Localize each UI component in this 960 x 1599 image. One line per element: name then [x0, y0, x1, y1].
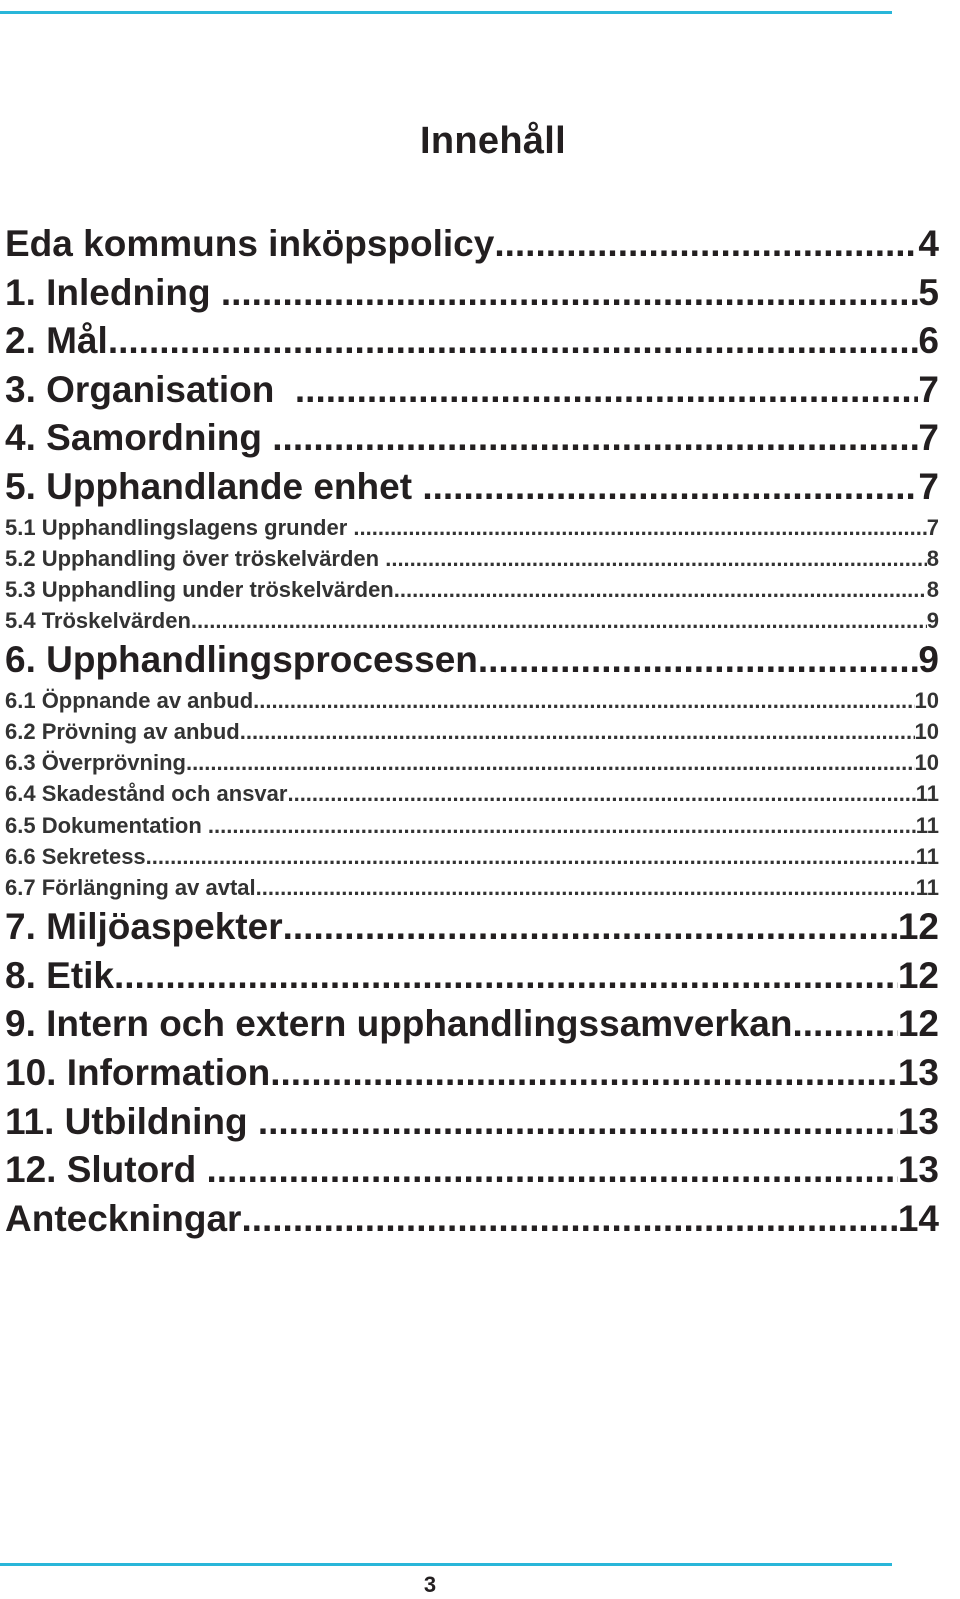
- toc-entry-title: 12. Slutord: [5, 1149, 207, 1191]
- toc-entry-page: 7: [918, 465, 939, 507]
- toc-dot-leader: [422, 463, 918, 512]
- toc-entry[interactable]: [5, 463, 939, 512]
- toc-entry-page: 10: [914, 750, 939, 776]
- toc-entry-title: 5. Upphandlande enhet: [5, 465, 423, 507]
- toc-entry[interactable]: [5, 574, 939, 605]
- toc-entry-title: 5.2 Upphandling över tröskelvärden: [5, 545, 386, 571]
- toc-dot-leader: [186, 747, 915, 778]
- toc-dot-leader: [287, 778, 915, 809]
- toc-entry-title: 4. Samordning: [5, 417, 273, 459]
- toc-entry[interactable]: [5, 269, 939, 318]
- toc-entry-page: 8: [926, 545, 939, 571]
- toc-dot-leader: [114, 952, 898, 1001]
- toc-entry-title: 5.4 Tröskelvärden: [5, 608, 191, 634]
- toc-entry-title: 8. Etik: [5, 954, 114, 996]
- toc-entry[interactable]: [5, 810, 939, 841]
- toc-entry-page: 8: [926, 576, 939, 602]
- toc-entry[interactable]: [5, 872, 939, 903]
- toc-entry-page: 9: [918, 639, 939, 681]
- toc-entry-title: 6.6 Sekretess: [5, 843, 146, 869]
- toc-entry[interactable]: [5, 778, 939, 809]
- toc-entry[interactable]: [5, 605, 939, 636]
- toc-entry[interactable]: [5, 841, 939, 872]
- toc-entry-title: 2. Mål: [5, 320, 108, 362]
- toc-dot-leader: [221, 269, 919, 318]
- toc-entry-page: 11: [915, 812, 939, 838]
- toc-entry-title: Eda kommuns inköpspolicy: [5, 223, 495, 264]
- toc-entry[interactable]: [5, 952, 939, 1001]
- toc-entry-title: 9. Intern och extern upphandlingssamverkan: [5, 1003, 793, 1045]
- toc-entry-page: 13: [897, 1100, 939, 1142]
- toc-entry-page: 13: [897, 1149, 939, 1191]
- toc-dot-leader: [258, 1098, 898, 1147]
- toc-entry-page: 14: [897, 1197, 939, 1239]
- toc-entry-title: 3. Organisation: [5, 368, 295, 410]
- toc-entry-page: 9: [926, 608, 939, 634]
- toc-dot-leader: [108, 317, 919, 366]
- toc-entry-title: 6.4 Skadestånd och ansvar: [5, 781, 288, 807]
- toc-entry-title: 6. Upphandlingsprocessen: [5, 639, 478, 681]
- bottom-rule: [0, 1563, 892, 1566]
- toc-entry-title: 6.3 Överprövning: [5, 750, 186, 776]
- toc-entry[interactable]: [5, 1049, 939, 1098]
- toc-entry[interactable]: [5, 366, 939, 415]
- toc-entry-title: 7. Miljöaspekter: [5, 906, 283, 948]
- toc-entry-page: 11: [915, 843, 939, 869]
- toc-entry-page: 7: [926, 514, 939, 540]
- toc-entry-title: 6.2 Prövning av anbud: [5, 719, 240, 745]
- page-number: 3: [423, 1572, 437, 1597]
- toc-entry-title: 10. Information: [5, 1052, 271, 1093]
- toc-entry[interactable]: [5, 1000, 939, 1049]
- toc-entry-page: 10: [914, 687, 939, 713]
- toc-entry-page: 6: [918, 320, 939, 362]
- toc-entry[interactable]: [5, 1146, 939, 1195]
- top-rule: [0, 11, 892, 14]
- toc-entry[interactable]: [5, 414, 939, 463]
- toc-entry[interactable]: [5, 716, 939, 747]
- toc-entry-page: 5: [918, 271, 939, 313]
- toc-entry-page: 11: [915, 781, 939, 807]
- toc-entry[interactable]: [5, 1195, 939, 1244]
- toc-dot-leader: [253, 685, 914, 716]
- toc-entry-page: 11: [915, 875, 939, 901]
- table-of-contents: [5, 220, 939, 1243]
- toc-entry[interactable]: [5, 1098, 939, 1147]
- toc-entry-page: 13: [897, 1052, 939, 1093]
- toc-entry-title: Anteckningar: [5, 1197, 242, 1239]
- toc-entry[interactable]: [5, 543, 939, 574]
- toc-entry-page: 12: [897, 906, 939, 948]
- toc-entry-page: 4: [918, 223, 939, 264]
- toc-entry[interactable]: [5, 747, 939, 778]
- toc-dot-leader: [394, 574, 927, 605]
- toc-dot-leader: [792, 1000, 897, 1049]
- toc-dot-leader: [256, 872, 916, 903]
- toc-dot-leader: [283, 903, 898, 952]
- toc-dot-leader: [385, 543, 927, 574]
- toc-dot-leader: [208, 810, 916, 841]
- toc-dot-leader: [191, 605, 927, 636]
- page-title: Innehåll: [420, 120, 566, 162]
- toc-entry-page: 7: [918, 368, 939, 410]
- toc-entry[interactable]: [5, 685, 939, 716]
- toc-entry-title: 6.1 Öppnande av anbud: [5, 687, 254, 713]
- toc-entry-title: 1. Inledning: [5, 271, 221, 313]
- toc-entry[interactable]: [5, 220, 939, 269]
- toc-dot-leader: [272, 414, 918, 463]
- toc-entry-title: 6.7 Förlängning av avtal: [5, 875, 256, 901]
- toc-entry-page: 12: [897, 954, 939, 996]
- toc-dot-leader: [494, 220, 918, 269]
- toc-entry-title: 5.1 Upphandlingslagens grunder: [5, 514, 354, 540]
- toc-entry[interactable]: [5, 512, 939, 543]
- toc-dot-leader: [353, 512, 926, 543]
- toc-dot-leader: [240, 716, 915, 747]
- toc-dot-leader: [270, 1049, 898, 1098]
- toc-entry-title: 11. Utbildning: [5, 1100, 258, 1142]
- toc-entry[interactable]: [5, 636, 939, 685]
- toc-entry-page: 12: [897, 1003, 939, 1045]
- toc-entry-title: 5.3 Upphandling under tröskelvärden: [5, 576, 394, 602]
- toc-entry[interactable]: [5, 317, 939, 366]
- toc-dot-leader: [146, 841, 916, 872]
- toc-entry-page: 10: [914, 719, 939, 745]
- toc-entry[interactable]: [5, 903, 939, 952]
- toc-entry-page: 7: [918, 417, 939, 459]
- toc-dot-leader: [241, 1195, 897, 1244]
- toc-entry-title: 6.5 Dokumentation: [5, 812, 208, 838]
- toc-dot-leader: [478, 636, 919, 685]
- toc-dot-leader: [295, 366, 919, 415]
- toc-dot-leader: [206, 1146, 897, 1195]
